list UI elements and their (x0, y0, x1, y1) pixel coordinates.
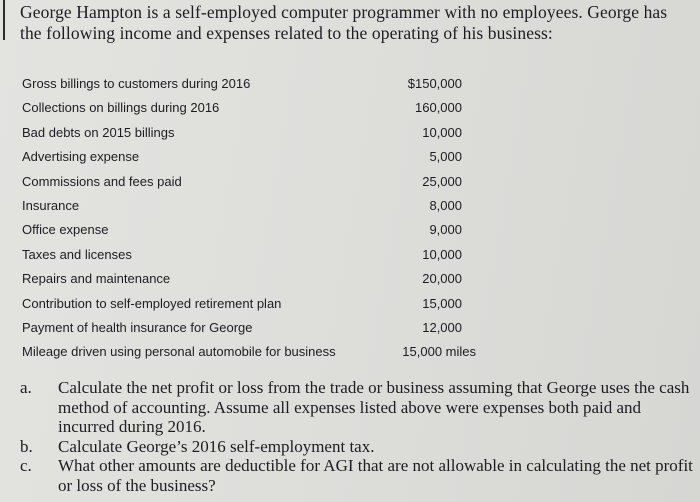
row-label: Advertising expense (22, 149, 140, 165)
row-amount: $150,000 (407, 76, 462, 91)
row-label: Insurance (22, 197, 80, 213)
row-amount: 20,000 (422, 271, 462, 287)
row-label: Collections on billings during 2016 (22, 100, 220, 116)
table-row (22, 340, 476, 364)
row-amount: 8,000 (429, 197, 462, 213)
table-row (22, 267, 472, 291)
row-amount: 5,000 (429, 149, 462, 165)
row-amount: 160,000 (415, 100, 462, 116)
row-label: Gross billings to customers during 2016 (22, 76, 251, 91)
table-row (22, 243, 472, 267)
question-list (20, 378, 696, 495)
row-amount: 25,000 (422, 173, 462, 189)
table-row (22, 96, 472, 120)
table-row (22, 316, 472, 340)
question-letter: a. (20, 378, 32, 397)
question-c (20, 456, 696, 495)
row-label: Commissions and fees paid (22, 173, 182, 189)
table-row (22, 121, 472, 145)
table-row (22, 194, 472, 218)
row-label: Bad debts on 2015 billings (22, 124, 175, 140)
table-row (22, 170, 472, 194)
row-amount: 15,000 miles (402, 344, 476, 360)
row-label: Office expense (22, 222, 109, 238)
row-label: Payment of health insurance for George (22, 319, 253, 335)
question-text: What other amounts are deductible for AGI that are not allowable in calculating the net profit or loss of the business? (58, 456, 693, 495)
question-letter: c. (20, 456, 32, 475)
row-amount: 9,000 (429, 222, 462, 238)
margin-rule (3, 0, 5, 40)
question-a (20, 378, 696, 437)
table-row (22, 218, 472, 242)
row-label: Mileage driven using personal automobile for business (22, 344, 336, 360)
row-label: Contribution to self-employed retirement plan (22, 295, 282, 311)
row-amount: 12,000 (422, 319, 462, 335)
question-text: Calculate the net profit or loss from the trade or business assuming that George uses the cash method of accounting. Assume all expenses listed above were expenses both paid and incurred during 2016. (58, 378, 690, 436)
row-label: Repairs and maintenance (22, 271, 171, 287)
question-letter: b. (20, 436, 33, 456)
income-expense-table (22, 72, 476, 365)
table-row (22, 72, 472, 96)
table-row (22, 292, 472, 316)
row-amount: 10,000 (422, 246, 462, 262)
row-label: Taxes and licenses (22, 246, 132, 262)
problem-intro: George Hampton is a self-employed computer programmer with no employees. George has the following income and expenses related to the operating of his business: (20, 2, 668, 43)
question-text: Calculate George’s 2016 self-employment tax. (58, 436, 375, 456)
question-b (20, 437, 696, 457)
table-row (22, 145, 472, 169)
row-amount: 15,000 (422, 295, 462, 311)
row-amount: 10,000 (422, 124, 462, 140)
